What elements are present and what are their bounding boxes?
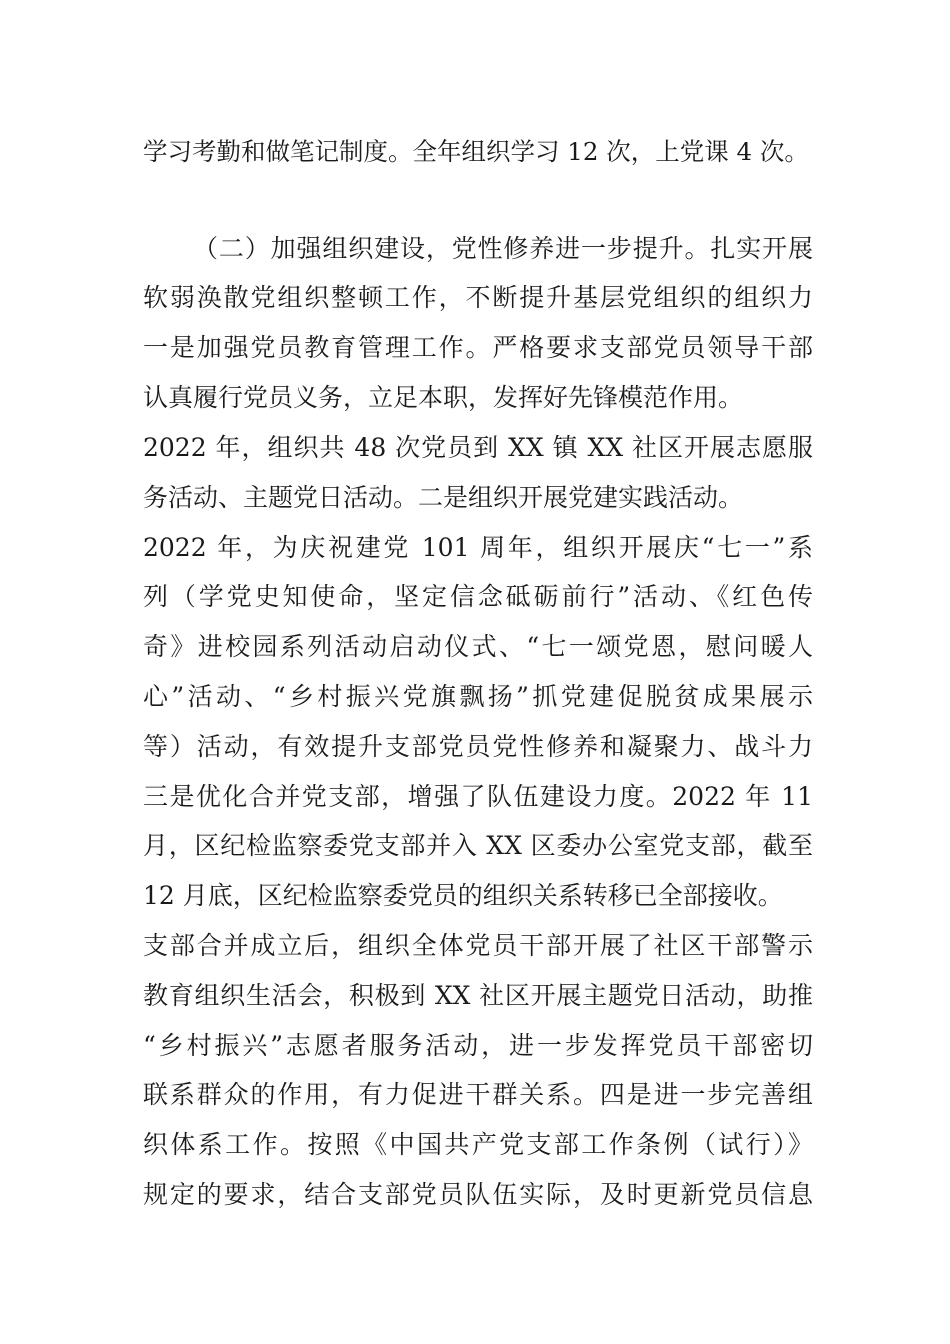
text-line-8: 2022 年，为庆祝建党 101 周年，组织开展庆“七一”系 bbox=[143, 533, 813, 562]
text-line-12: 等）活动，有效提升支部党员党性修养和凝聚力、战斗力 bbox=[143, 732, 813, 761]
text-line-18: “乡村振兴”志愿者服务活动，进一步发挥党员干部密切 bbox=[143, 1031, 813, 1060]
text-line-6: 2022 年，组织共 48 次党员到 XX 镇 XX 社区开展志愿服 bbox=[143, 433, 813, 462]
text-line-7: 务活动、主题党日活动。二是组织开展党建实践活动。 bbox=[143, 483, 744, 512]
text-line-14: 月，区纪检监察委党支部并入 XX 区委办公室党支部，截至 bbox=[143, 831, 813, 860]
text-line-20: 织体系工作。按照《中国共产党支部工作条例（试行）》 bbox=[143, 1130, 813, 1159]
text-line-13: 三是优化合并党支部，增强了队伍建设力度。2022 年 11 bbox=[143, 782, 813, 811]
text-line-3: 软弱涣散党组织整顿工作，不断提升基层党组织的组织力 bbox=[143, 283, 813, 312]
text-line-19: 联系群众的作用，有力促进干群关系。四是进一步完善组 bbox=[143, 1080, 813, 1109]
text-line-1: 学习考勤和做笔记制度。全年组织学习 12 次，上党课 4 次。 bbox=[143, 137, 809, 166]
text-line-15: 12 月底，区纪检监察委党员的组织关系转移已全部接收。 bbox=[143, 881, 783, 910]
text-line-11: 心”活动、“乡村振兴党旗飘扬”抓党建促脱贫成果展示 bbox=[143, 682, 813, 711]
text-line-9: 列（学党史知使命，坚定信念砥砺前行”活动、《红色传 bbox=[143, 582, 813, 611]
text-line-16: 支部合并成立后，组织全体党员干部开展了社区干部警示 bbox=[143, 931, 813, 960]
text-line-4: 一是加强党员教育管理工作。严格要求支部党员领导干部 bbox=[143, 333, 813, 362]
text-line-5: 认真履行党员义务，立足本职，发挥好先锋模范作用。 bbox=[143, 383, 744, 412]
text-line-21: 规定的要求，结合支部党员队伍实际，及时更新党员信息 bbox=[143, 1180, 813, 1209]
section-heading-line: （二）加强组织建设，党性修养进一步提升。扎实开展 bbox=[193, 234, 813, 263]
text-line-17: 教育组织生活会，积极到 XX 社区开展主题党日活动，助推 bbox=[143, 981, 813, 1010]
text-line-10: 奇》进校园系列活动启动仪式、“七一颂党恩，慰问暖人 bbox=[143, 632, 813, 661]
